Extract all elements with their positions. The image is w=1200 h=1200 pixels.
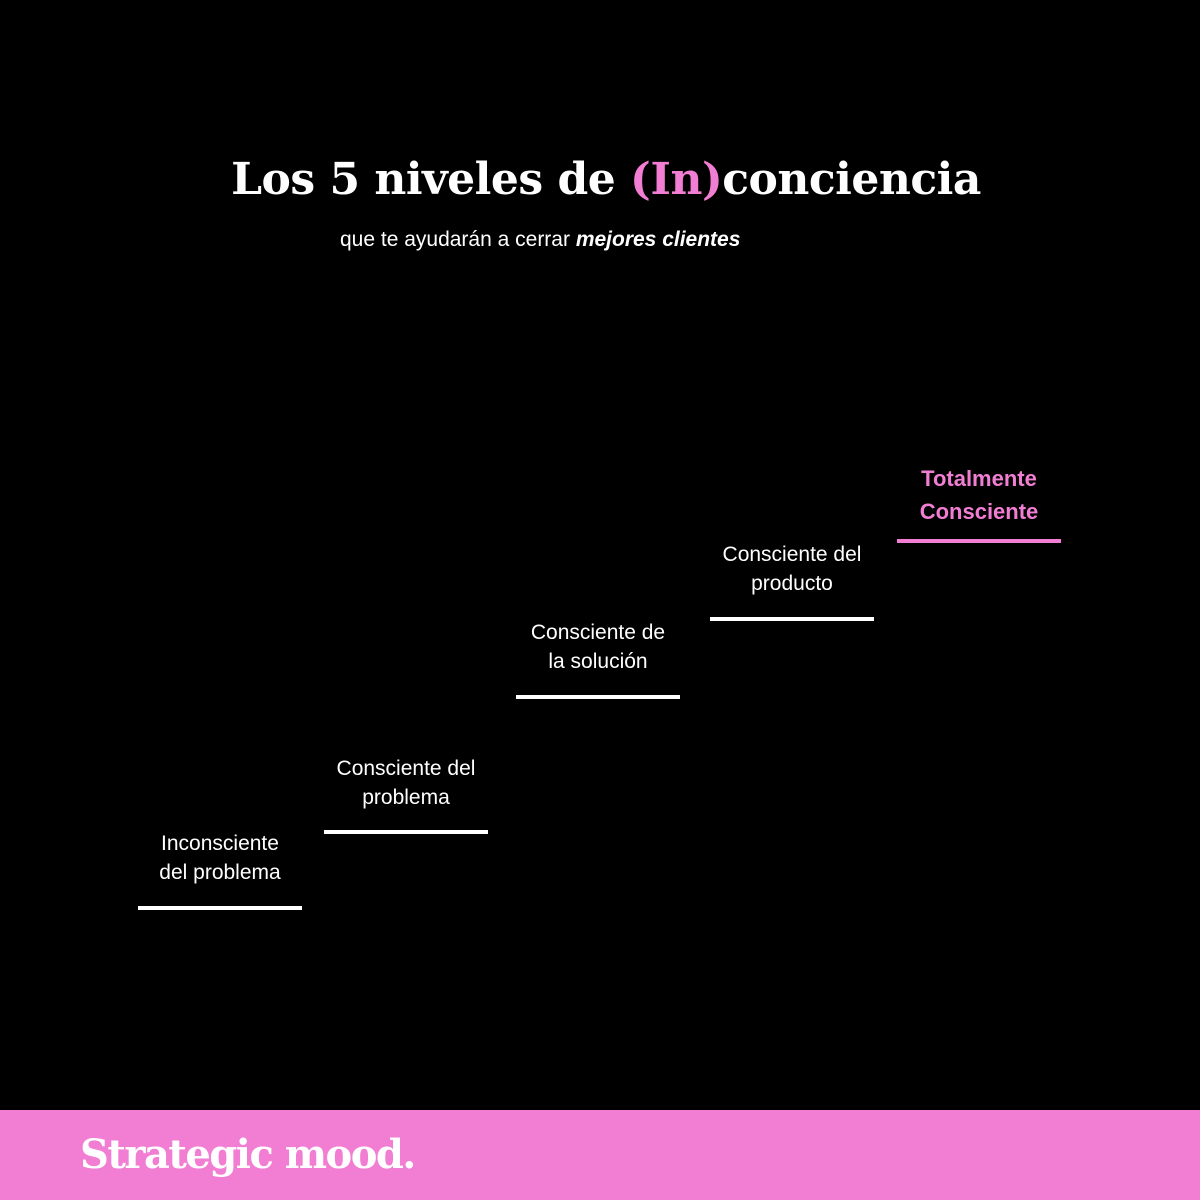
step-underline	[138, 906, 302, 910]
step-label-line2: Consciente	[919, 499, 1039, 524]
step-label-line1: Consciente de	[530, 621, 666, 644]
step-underline	[324, 830, 488, 834]
step-consciente-del-problema	[324, 754, 488, 812]
step-totalmente-consciente	[897, 462, 1061, 528]
step-inconsciente-del-problema	[138, 829, 302, 887]
subtitle-emphasis: mejores clientes	[575, 228, 741, 251]
step-consciente-del-producto	[710, 540, 874, 598]
step-label-line2: del problema	[159, 861, 281, 884]
step-underline	[710, 617, 874, 621]
brand-logo: Strategic mood.	[80, 1131, 415, 1178]
step-label-line1: Totalmente	[921, 466, 1037, 491]
title-suffix: conciencia	[722, 154, 981, 205]
step-underline	[897, 539, 1061, 543]
subtitle	[340, 226, 960, 254]
step-label-line2: la solución	[548, 650, 648, 673]
footer-band	[0, 1110, 1200, 1200]
title-prefix: Los 5 niveles de	[231, 154, 631, 205]
page-title	[0, 150, 1200, 210]
step-label-line1: Inconsciente	[161, 832, 279, 855]
step-underline	[516, 695, 680, 699]
step-consciente-de-la-solucion	[516, 618, 680, 676]
step-label-line2: problema	[362, 786, 450, 809]
title-accent: (In)	[630, 154, 723, 205]
subtitle-text: que te ayudarán a cerrar	[340, 228, 576, 251]
step-label-line1: Consciente del	[722, 543, 862, 566]
step-label-line2: producto	[751, 572, 833, 595]
step-label-line1: Consciente del	[336, 757, 476, 780]
